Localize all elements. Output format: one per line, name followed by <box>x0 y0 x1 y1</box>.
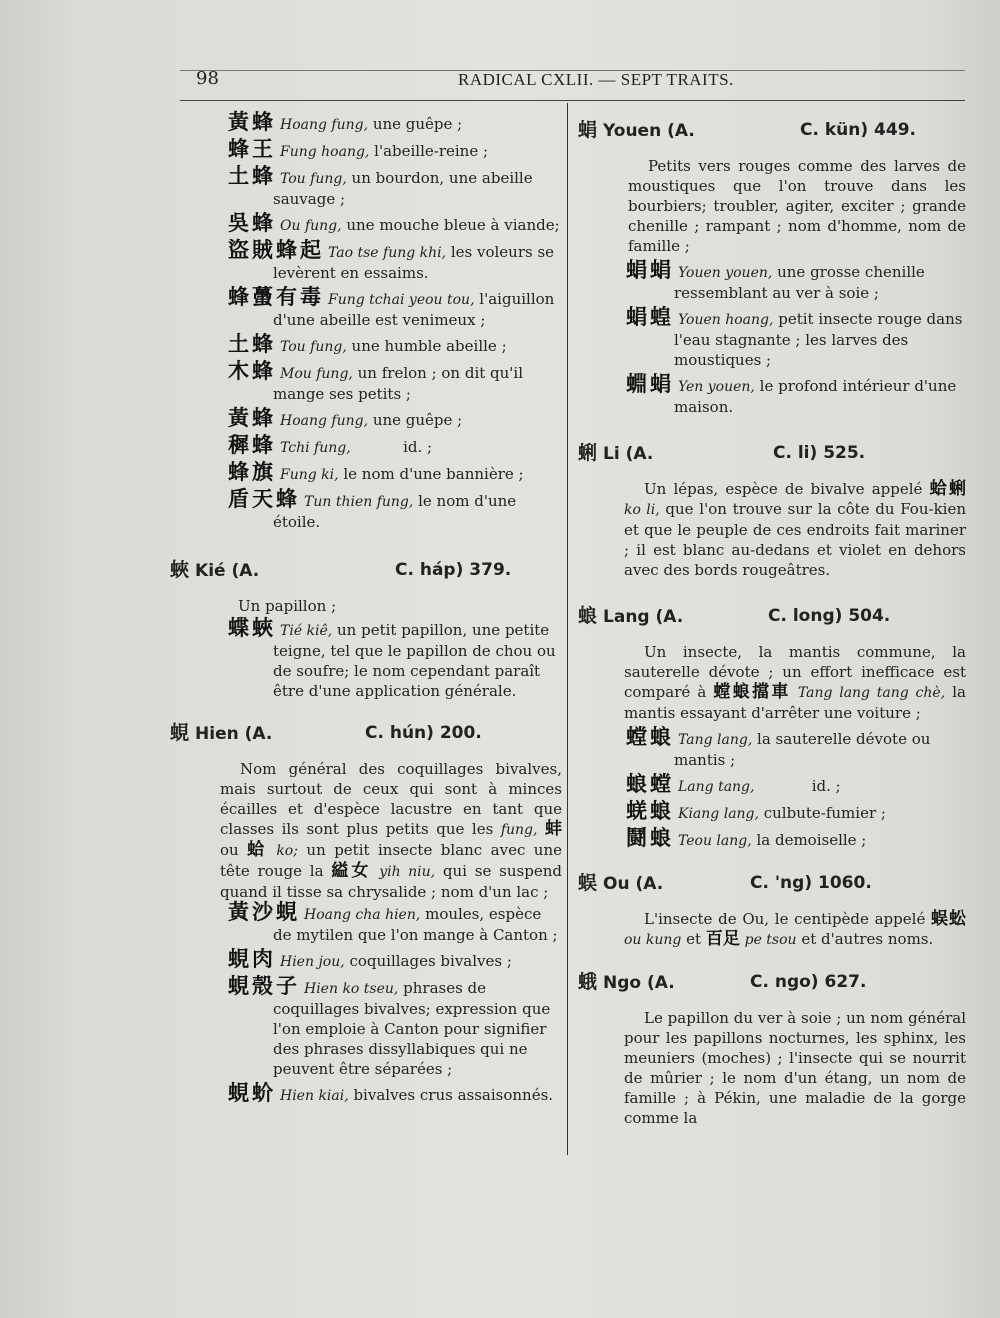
subentry-characters: 蜋螳 <box>626 772 674 796</box>
subentry-characters: 黃蜂 <box>228 406 276 430</box>
subentry-characters: 蜂王 <box>228 137 276 161</box>
subentry-characters: 鬪蜋 <box>626 826 674 850</box>
entry-kie-name: Kié (A. <box>195 561 260 581</box>
subentry-characters: 蝶蛺 <box>228 616 276 640</box>
subentry-romanization: Fung ki, <box>280 467 339 483</box>
entry-ngo-cantonese: C. ngo) 627. <box>750 972 867 992</box>
youen-subentries <box>578 260 966 417</box>
subentry <box>578 801 966 824</box>
page-number: 98 <box>196 68 219 89</box>
ou-def-et: et <box>681 930 706 948</box>
entry-youen-definition: Petits vers rouges comme des larves de moustiques que l'on trouve dans les bourbiers; troubler, agiter, exciter ; grande chenille ; rampant ; nom d'homme, nom de famille ; <box>628 157 966 255</box>
ou-def-part2: et d'autres noms. <box>796 930 934 948</box>
entry-li-cantonese: C. li) 525. <box>773 443 866 463</box>
lang-subentries <box>578 727 966 851</box>
entry-lang-definition <box>578 642 966 723</box>
kie-subentries <box>170 618 562 701</box>
entry-ngo-character: 蛾 <box>578 971 598 993</box>
subentry-romanization: Kiang lang, <box>678 806 759 822</box>
subentry-romanization: Tou fung, <box>280 171 347 187</box>
hien-def-cn2: 蛤 <box>247 840 268 860</box>
entry-ou-definition <box>578 909 966 950</box>
subentry-characters: 黃蜂 <box>228 110 276 134</box>
ou-def-part1: L'insecte de Ou, le centipède appelé <box>644 910 932 928</box>
subentry <box>578 260 966 303</box>
subentry-romanization: Mou fung, <box>280 366 353 382</box>
subentry-characters: 蜎蜎 <box>626 258 674 282</box>
lang-def-part1: Un insecte, la mantis commune, la sauterelle dévote ; un effort inefficace est comparé à <box>624 643 966 701</box>
lang-def-part2: la mantis essayant d'arrêter une voiture ; <box>624 683 966 722</box>
entry-kie-header <box>170 560 562 584</box>
subentry <box>170 213 562 236</box>
subentry <box>170 334 562 357</box>
subentry <box>578 307 966 370</box>
subentry-gloss: bivalves crus assaisonnés. <box>348 1086 554 1104</box>
subentry-gloss: petit insecte rouge dans l'eau stagnante ; les larves des moustiques ; <box>674 310 968 369</box>
entry-youen-character: 蜎 <box>578 119 598 141</box>
page-header <box>180 66 965 96</box>
subentry <box>578 727 966 770</box>
subentry-characters: 土蜂 <box>228 332 276 356</box>
subentry-romanization: Youen hoang, <box>678 312 774 328</box>
subentry <box>170 902 562 945</box>
entry-hien-cantonese: C. hún) 200. <box>365 723 482 743</box>
subentry-gloss: l'abeille-reine ; <box>369 142 489 160</box>
subentry-gloss: un petit papillon, une petite teigne, tel que le papillon de chou ou de soufre; le nom cependant paraît être d'une application générale. <box>273 621 561 700</box>
subentry-characters: 穉蜂 <box>228 433 276 457</box>
subentry <box>170 462 562 485</box>
subentry-gloss: une guêpe ; <box>368 115 463 133</box>
right-column <box>578 120 966 1136</box>
subentry-romanization: Tang lang, <box>678 732 753 748</box>
subentry-romanization: Hien ko tseu, <box>304 981 399 997</box>
subentry-gloss: le profond intérieur d'une maison. <box>674 377 962 416</box>
subentry-characters: 蜆殼子 <box>228 974 300 998</box>
hien-def-yih: yih niu, <box>379 864 436 880</box>
hien-def-part3: qui se suspend quand il tisse sa chrysalide ; nom d'un lac ; <box>220 862 562 901</box>
lang-def-rom: Tang lang tang chè, <box>797 685 946 701</box>
subentry <box>170 240 562 283</box>
subentry-romanization: Hoang fung, <box>280 413 369 429</box>
subentry-gloss: coquillages bivalves ; <box>344 952 512 970</box>
subentry <box>170 112 562 135</box>
entry-lang-name: Lang (A. <box>603 607 684 627</box>
subentry-romanization: Tao tse fung khi, <box>328 245 447 261</box>
subentry <box>170 949 562 972</box>
subentry-romanization: Teou lang, <box>678 833 752 849</box>
entry-li-character: 蜊 <box>578 442 598 464</box>
li-def-rom: ko li, <box>624 502 660 518</box>
li-def-cn: 蛤蜊 <box>929 479 966 499</box>
subentry-characters: 木蜂 <box>228 359 276 383</box>
subentry-romanization: Yen youen, <box>678 379 755 395</box>
subentry-gloss: id. ; <box>350 438 433 456</box>
hien-def-part1: Nom général des coquillages bivalves, mais surtout de ceux qui sont à minces écailles et d'espèce lacustre en tant que classes ils sont plus petits que les <box>220 760 562 838</box>
entry-hien-definition <box>170 759 562 902</box>
entry-hien-character: 蜆 <box>170 722 190 744</box>
subentry-characters: 蜂旗 <box>228 460 276 484</box>
ou-def-cn1: 蜈蚣 <box>931 909 966 929</box>
ou-def-cn2: 百足 <box>705 929 740 949</box>
subentry-romanization: Tun thien fung, <box>304 494 414 510</box>
subentry <box>170 408 562 431</box>
subentry-romanization: Youen youen, <box>678 265 773 281</box>
subentry-characters: 蜣蜋 <box>626 799 674 823</box>
hien-def-ko: ko; <box>276 843 298 859</box>
header-rule <box>180 100 965 101</box>
entry-hien-name: Hien (A. <box>195 724 273 744</box>
subentry-romanization: Fung tchai yeou tou, <box>328 292 475 308</box>
running-title: RADICAL CXLII. — SEPT TRAITS. <box>458 70 734 89</box>
subentry <box>170 361 562 404</box>
subentry-characters: 盾天蜂 <box>228 487 300 511</box>
subentry-romanization: Hien jou, <box>280 954 345 970</box>
subentry-characters: 吳蜂 <box>228 211 276 235</box>
entry-ngo-name: Ngo (A. <box>603 973 675 993</box>
subentry <box>170 976 562 1079</box>
subentry-gloss: le nom d'une bannière ; <box>338 465 524 483</box>
subentry-characters: 蜆肉 <box>228 947 276 971</box>
subentry-characters: 蜎蝗 <box>626 305 674 329</box>
entry-ou-cantonese: C. 'ng) 1060. <box>750 873 872 893</box>
entry-lang-header <box>578 606 966 630</box>
subentry-gloss: une guêpe ; <box>368 411 463 429</box>
subentry-gloss: le nom d'une étoile. <box>273 492 521 531</box>
subentry-gloss: une humble abeille ; <box>346 337 507 355</box>
subentry-gloss: la demoiselle ; <box>751 831 867 849</box>
li-def-part1: Un lépas, espèce de bivalve appelé <box>644 480 930 498</box>
subentry <box>170 618 562 701</box>
subentry-romanization: Tié kiê, <box>280 623 333 639</box>
hien-def-fung: fung, <box>500 822 538 838</box>
entry-li-definition <box>578 479 966 580</box>
subentry-gloss: culbute-fumier ; <box>758 804 886 822</box>
left-column <box>170 112 562 1110</box>
subentry-romanization: Hoang fung, <box>280 117 369 133</box>
entry-lang-cantonese: C. long) 504. <box>768 606 891 626</box>
subentry-romanization: Fung hoang, <box>280 144 370 160</box>
subentry-gloss: id. ; <box>754 777 841 795</box>
hien-def-ou: ou <box>220 841 248 859</box>
entry-ou-character: 蜈 <box>578 872 598 894</box>
entry-lang-character: 蜋 <box>578 605 598 627</box>
hien-def-cn1: 蚌 <box>545 819 562 839</box>
subentry-characters: 螳蜋 <box>626 725 674 749</box>
ou-def-rom1: ou kung <box>624 932 682 948</box>
entry-hien-header <box>170 723 562 747</box>
subentry-romanization: Tou fung, <box>280 339 347 355</box>
subentry-characters: 黃沙蜆 <box>228 900 300 924</box>
subentry-characters: 盜賊蜂起 <box>228 238 324 262</box>
column-divider <box>567 103 568 1155</box>
subentry-gloss: l'aiguillon d'une abeille est venimeux ; <box>273 290 560 329</box>
subentry <box>170 139 562 162</box>
li-def-part2: que l'on trouve sur la côte du Fou-kien et que le peuple de ces endroits fait mariner ; il est blanc au-dedans et violet en dehors avec des bords rougeâtres. <box>624 500 966 579</box>
subentry-romanization: Ou fung, <box>280 218 342 234</box>
subentry <box>578 828 966 851</box>
entry-kie-character: 蛺 <box>170 559 190 581</box>
hien-subentries <box>170 902 562 1106</box>
entry-ou-header <box>578 873 966 897</box>
subentry <box>170 166 562 209</box>
hien-def-cn3: 縊女 <box>331 861 372 881</box>
subentry-characters: 土蜂 <box>228 164 276 188</box>
entry-youen-name: Youen (A. <box>603 121 695 141</box>
subentry-gloss: phrases de coquillages bivalves; expression que l'on emploie à Canton pour signifier des phrases dissyllabiques qui ne peuvent être séparées ; <box>273 979 556 1078</box>
feng-subentries <box>170 112 562 532</box>
subentry-gloss: une mouche bleue à viande; <box>341 216 560 234</box>
ou-def-rom2: pe tsou <box>744 932 797 948</box>
subentry-romanization: Hoang cha hien, <box>304 907 421 923</box>
entry-ngo-definition: Le papillon du ver à soie ; un nom général pour les papillons nocturnes, les sphinx, les meuniers (moches) ; l'insecte qui se nourrit de mûrier ; le nom d'un étang, un nom de famille ; à Pékin, une maladie de la gorge comme la <box>624 1009 966 1127</box>
subentry-gloss: la sauterelle dévote ou mantis ; <box>674 730 936 769</box>
subentry-characters: 蜂蠆有毒 <box>228 285 324 309</box>
subentry-gloss: une grosse chenille ressemblant au ver à soie ; <box>674 263 930 302</box>
subentry <box>578 374 966 417</box>
subentry <box>170 1083 562 1106</box>
hien-def-part2: un petit insecte blanc avec une tête rouge la <box>220 841 563 880</box>
subentry <box>170 435 562 458</box>
subentry <box>170 287 562 330</box>
subentry-gloss: les voleurs se levèrent en essaims. <box>273 243 559 282</box>
entry-ngo-header <box>578 972 966 996</box>
subentry-characters: 蜵蜎 <box>626 372 674 396</box>
subentry-gloss: un bourdon, une abeille sauvage ; <box>273 169 538 208</box>
subentry-gloss: un frelon ; on dit qu'il mange ses petits ; <box>273 364 528 403</box>
entry-kie-cantonese: C. háp) 379. <box>395 560 512 580</box>
entry-kie-definition: Un papillon ; <box>238 597 337 615</box>
entry-li-header <box>578 443 966 467</box>
subentry-romanization: Lang tang, <box>678 779 755 795</box>
entry-youen-cantonese: C. kün) 449. <box>800 120 916 140</box>
entry-ou-name: Ou (A. <box>603 874 664 894</box>
subentry <box>170 489 562 532</box>
lang-def-cn: 螳蜋擋車 <box>713 682 791 702</box>
subentry <box>578 774 966 797</box>
subentry-characters: 蜆蚧 <box>228 1081 276 1105</box>
entry-youen-header <box>578 120 966 144</box>
subentry-romanization: Tchi fung, <box>280 440 351 456</box>
subentry-romanization: Hien kiai, <box>280 1088 349 1104</box>
entry-li-name: Li (A. <box>603 444 654 464</box>
subentry-gloss: moules, espèce de mytilen que l'on mange à Canton ; <box>273 905 558 944</box>
